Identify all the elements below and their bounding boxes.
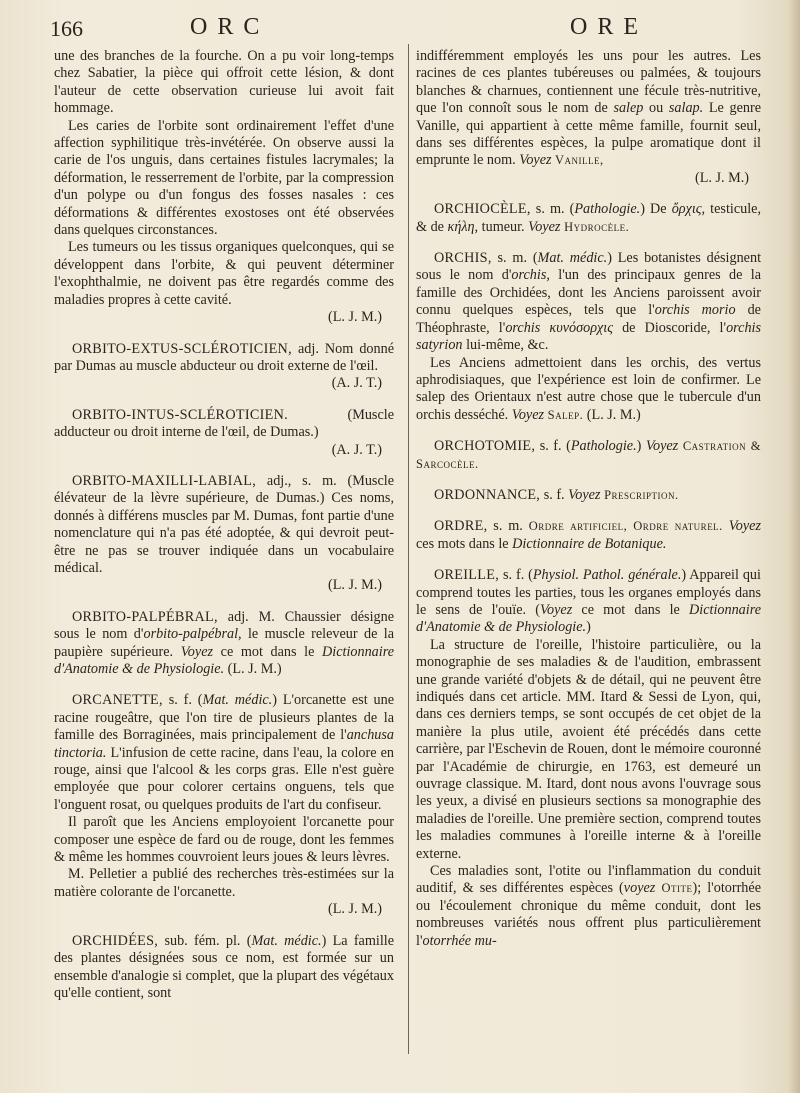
entry-text: ce mot dans le [572, 601, 690, 618]
italic-term: orbito-palpébral, [143, 626, 242, 643]
author-signature: (L. J. M.) [695, 169, 749, 186]
author-signature: (L. J. M.) [586, 406, 641, 423]
dictionary-entry [54, 609, 394, 679]
paragraph: Les caries de l'orbite sont ordinairement l'effet d'une affection syphilitique très-invétérée. On observe aussi la carie de l'os unguis, dans certaines fistules lacrymales; la déformation, le resserrement de l'orbite, par la compression d'un polype ou d'un fongus des fosses nasales : ces déformations & différentes exostoses ont été observées dans quelques circonstances. [54, 117, 394, 239]
entry-headword: ORCANETTE, [72, 692, 163, 709]
dictionary-entry [416, 567, 761, 637]
entry-text: ce mot dans le [213, 643, 323, 660]
voyez-reference: Voyez [528, 218, 561, 235]
entry-text: adj. M. Chaussier désigne sous le nom d' [54, 608, 395, 643]
italic-term: otorrhée mu- [422, 932, 497, 949]
entry-headword: ORCHIDÉES, [72, 932, 159, 949]
dictionary-entry [416, 438, 761, 473]
voyez-reference: Voyez [539, 601, 573, 618]
running-header [50, 14, 770, 44]
cross-reference: Hydrocèle. [560, 219, 630, 234]
paragraph: Les tumeurs ou les tissus organiques quelconques, qui se développent dans l'orbite, & qui peuvent déterminer l'exophthalmie, ne doivent pas être regardés comme des maladies propres à cette cavité. [54, 239, 394, 308]
entry-text: testicule, & de [416, 201, 761, 235]
entry-domain: Physiol. Pathol. générale. [532, 567, 682, 584]
entry-domain: Pathologie. [570, 438, 637, 455]
entry-headword: ORBITO-EXTUS-SCLÉROTICIEN, [72, 340, 292, 357]
entry-text: ces mots dans le [416, 535, 513, 552]
italic-term: orchis satyrion [416, 319, 762, 354]
entry-text: ) Appareil qui comprend toutes les parties, tous les organes employés dans le sens de l'ouïe. ( [416, 567, 761, 618]
entry-text: ou [643, 100, 669, 117]
entry-text: ) Les botanistes désignent sous le nom d' [416, 250, 762, 284]
entry-grammar: s. m. ( [530, 201, 575, 218]
entry-headword: ORCHIOCÈLE, [434, 201, 531, 218]
cross-reference: Ordre artificiel, Ordre naturel. [528, 519, 723, 534]
entry-text: l'un des principaux genres de la famille des Orchidées, dont les Anciens paroissent avoir connu quelques espèces, tels que l' [416, 267, 761, 319]
entry-text: ) De [640, 201, 672, 218]
page-edge-shadow [788, 0, 800, 1093]
entry-grammar: s. f. ( [499, 567, 533, 584]
entry-grammar: sub. fém. pl. ( [158, 932, 252, 949]
dictionary-entry [54, 341, 394, 376]
voyez-reference: Voyez [180, 643, 214, 660]
entry-text: L'infusion de cette racine, dans l'eau, la colore en rouge, ainsi que l'alcool & les corps gras. Elle n'est guère employée que pour colorer certains onguens, tels que l'onguent rosat, ou quelques produits de l'art du confiseur. [54, 744, 394, 813]
entry-text: adj. Nom donné par Dumas au muscle abducteur ou droit externe de l'œil. [54, 340, 394, 374]
entry-headword: ORBITO-PALPÉBRAL, [72, 608, 218, 625]
entry-text: Ces maladies sont, l'otite ou l'inflammation du conduit auditif, & ses différentes espèces ( [416, 863, 761, 897]
page-number: 166 [50, 16, 83, 41]
paragraph [416, 48, 761, 170]
left-running-head: ORC [190, 14, 270, 40]
cross-reference: Vanille, [551, 153, 604, 168]
entry-domain: Pathologie. [574, 201, 641, 218]
paragraph: La structure de l'oreille, l'histoire particulière, ou la monographie de ses maladies & de l'audition, embrassent une grande variété d'objets & de détail, qui ne peuvent être indiqués dans cet article. MM. Itard & Sessi de Lyon, qui, dans ces derniers temps, se sont occupés de cet objet de la manière la plus utile, avoient été précédés dans cette carrière, par l'Eschevin de Rouen, dont le mémoire couronné par l'Académie de chirurgie, en 1763, est demeuré un ouvrage classique. M. Itard, dont nous avons l'ouvrage sous les yeux, a divisé en plusieurs sections sa monographie des maladies de l'oreille. Une première section, comprend toutes les maladies communes à l'oreille interne & à l'oreille externe. [416, 636, 761, 862]
entry-headword: ORDRE, [434, 518, 488, 535]
entry-text: Les Anciens admettoient dans les orchis, des vertus aphrodisiaques, que l'expérience est loin de confirmer. Le salep des Orientaux n'est autre chose que le tubercule d'un orchis desséché. [416, 354, 761, 423]
entry-text: lui-même, &c. [462, 337, 549, 354]
author-signature: (L. J. M.) [328, 901, 382, 918]
italic-term: orchis, [511, 267, 550, 284]
italic-term: orchis morio [654, 302, 736, 319]
author-signature: (L. J. M.) [227, 661, 282, 677]
paragraph [416, 863, 761, 950]
dictionary-entry [416, 518, 761, 553]
dictionary-reference: Dictionnaire de Botanique. [512, 535, 667, 552]
entry-grammar: s. f. [540, 486, 569, 503]
entry-headword: ORCHOTOMIE, [434, 438, 536, 455]
entry-headword: ORCHIS, [434, 250, 492, 267]
paragraph: M. Pelletier a publié des recherches très-estimées sur la matière colorante de l'orcanette. [54, 866, 394, 900]
greek-word: ὄρχις, [671, 201, 706, 218]
cross-reference: Prescription. [600, 487, 679, 502]
dictionary-entry [54, 933, 394, 1003]
entry-grammar: s. f. ( [162, 692, 203, 709]
entry-headword: OREILLE, [434, 567, 500, 584]
entry-grammar: s. m. [487, 518, 529, 535]
voyez-reference: Voyez [645, 438, 679, 455]
cross-reference: Castration & Sarcocèle. [416, 439, 761, 471]
left-column [54, 48, 394, 1002]
entry-headword: ORBITO-INTUS-SCLÉROTICIEN. [72, 406, 289, 423]
voyez-reference: Voyez [519, 152, 552, 169]
entry-text: de Dioscoride, l' [612, 319, 727, 336]
entry-text: ) La famille des plantes désignées sous ce nom, est formée sur un ensemble d'analogie si complet, que la plupart des végétaux qu'elle contient, sont [54, 932, 395, 1001]
dictionary-entry [416, 250, 761, 354]
italic-term: salep [613, 100, 644, 117]
entry-headword: ORDONNANCE, [434, 486, 541, 503]
right-running-head: ORE [570, 14, 648, 40]
entry-domain: Mat. médic. [251, 932, 322, 949]
entry-text: ) [586, 619, 591, 636]
author-signature: (A. J. T.) [331, 375, 382, 392]
paragraph: une des branches de la fourche. On a pu voir long-temps chez Sabatier, la pièce qui offroit cette lésion, & dont l'auteur de cette observation curieuse lui avoit fait hommage. [54, 48, 394, 117]
dictionary-entry [416, 201, 761, 236]
entry-domain: Mat. médic. [537, 250, 608, 267]
paragraph [416, 355, 761, 425]
dictionary-reference: Dictionnaire d'Anatomie & de Physiologie. [416, 601, 761, 636]
dictionary-entry [416, 487, 761, 504]
author-signature: (L. J. M.) [328, 577, 382, 594]
entry-text: Le genre Vanille, qui appartient à cette même famille, fournit seul, dans ses différentes espèces, la pulpe aromatique dont il emprunte le nom. [416, 100, 761, 169]
paragraph: Il paroît que les Anciens employoient l'orcanette pour composer une espèce de fard ou de rouge, dont les femmes & même les hommes couvroient leurs joues & leurs lèvres. [54, 814, 394, 866]
dictionary-entry [54, 407, 394, 442]
entry-grammar: s. f. ( [535, 438, 571, 455]
entry-text: (Muscle adducteur ou droit interne de l'œil, de Dumas.) [54, 406, 394, 441]
entry-text: tumeur. [478, 218, 529, 235]
entry-text: de Théophraste, l' [416, 302, 761, 336]
entry-text: le muscle releveur de la paupière supérieure. [54, 626, 394, 660]
entry-text: indifféremment employés les uns pour les autres. Les racines de ces plantes tubéreuses ou palmées, & toujours blanches & charnues, contiennent une fécule très-nutritive, que l'on connoît sous le nom de [416, 48, 761, 117]
entry-text: adj., s. m. (Muscle élévateur de la lèvre supérieure, de Dumas.) Ces noms, donnés à différens muscles par M. Dumas, font partie d'une nomenclature qui n'a pas été adoptée, & qui devroit peut-être ne pas se trouver indiquée dans un vocabulaire médical. [54, 472, 394, 576]
cross-reference: Otite [655, 881, 693, 896]
column-divider [408, 44, 409, 1054]
entry-text: ) L'orcanette est une racine rougeâtre, que l'on tire de plusieurs plantes de la famille des Borraginées, mais principalement de l' [54, 692, 394, 744]
entry-domain: Mat. médic. [202, 692, 273, 709]
dictionary-entry [54, 692, 394, 814]
entry-text: ) [636, 438, 646, 455]
greek-word: κήλη, [447, 218, 479, 235]
dictionary-reference: Dictionnaire d'Anatomie & de Physiologie. [54, 643, 394, 677]
author-signature: (A. J. T.) [331, 441, 382, 458]
voyez-reference: Voyez [568, 486, 601, 503]
author-signature: (L. J. M.) [328, 309, 382, 326]
entry-headword: ORBITO-MAXILLI-LABIAL, [72, 472, 257, 489]
right-column [416, 48, 761, 950]
voyez-reference: Voyez [728, 518, 761, 535]
cross-reference: Salep. [544, 407, 584, 422]
voyez-reference: voyez [623, 880, 656, 897]
entry-text: ); l'otorrhée ou l'écoulement chronique du même conduit, dont les nombreuses variétés nous offrent plus particulièrement l' [416, 880, 761, 949]
italic-term: salap. [668, 100, 704, 117]
latin-name: anchusa tinctoria. [54, 727, 394, 761]
entry-grammar: s. m. ( [491, 250, 538, 267]
italic-term: orchis κυνόσορχις [505, 319, 613, 336]
dictionary-entry [54, 473, 394, 577]
voyez-reference: Voyez [511, 406, 545, 423]
